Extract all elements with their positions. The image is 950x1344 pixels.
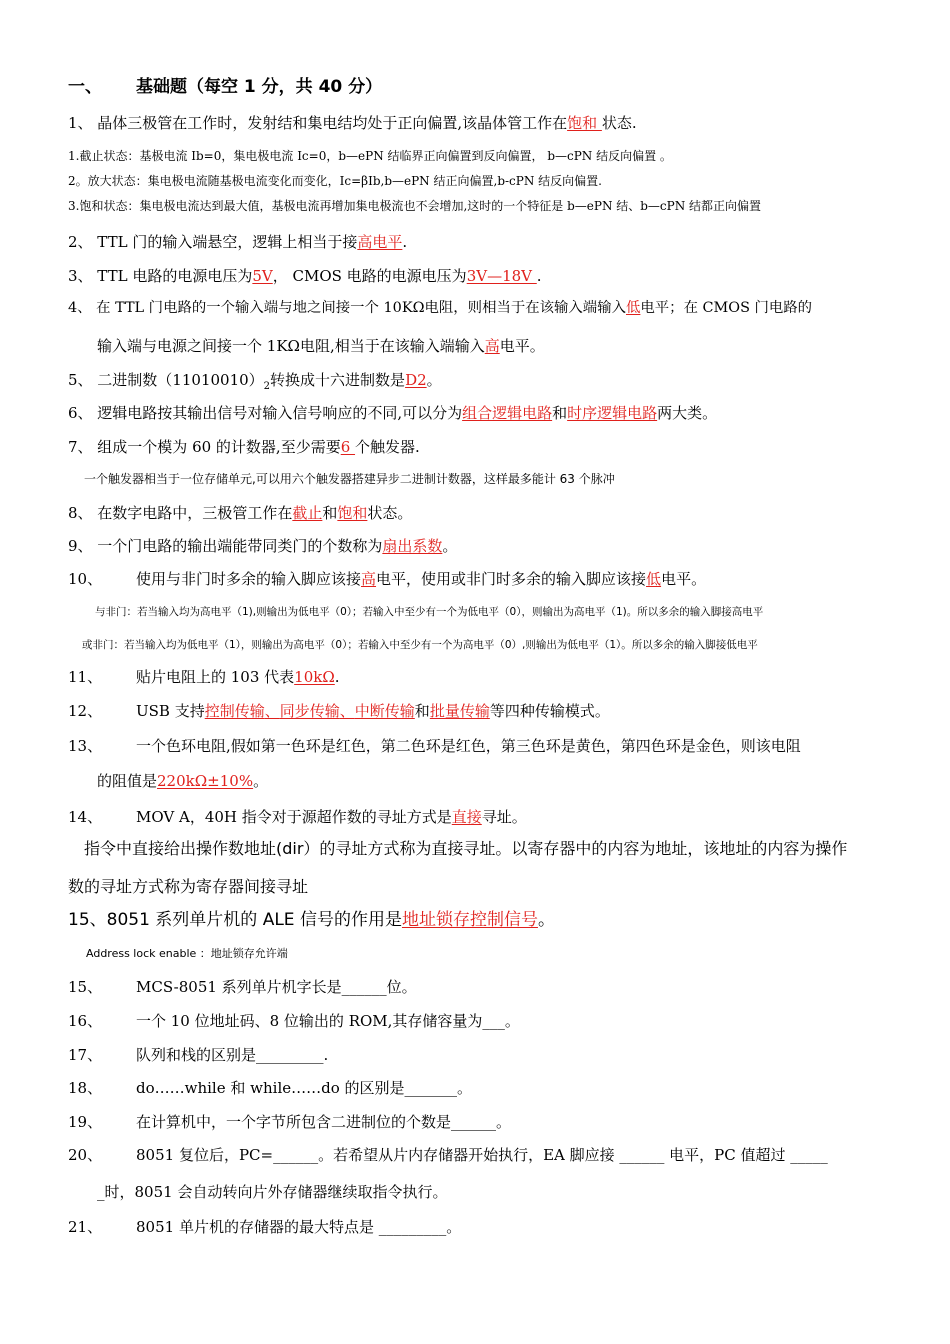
question-5: 5、 二进制数$(11010010)_2$转换成十六进制数是D2。 [68,371,442,392]
answer: 饱和 [567,114,602,132]
answer: 扇出系数 [382,537,443,555]
question-13: 13、 一个色环电阻,假如第一色环是红色，第二色环是红色，第三色环是黄色，第四色环是金色，则该电阻 [68,737,801,755]
question-20: 20、 8051 复位后，PC=______。若希望从片内存储器开始执行，EA 脚应接 ______ 电平，PC 值超过 _____ [68,1146,828,1164]
answer: 时序逻辑电路 [567,404,658,422]
note-line: 3.饱和状态：集电极电流达到最大值，基极电流再增加集电极流也不会增加,这时的一个特征是 b—ePN 结、b—cPN 结都正向偏置 [68,199,762,213]
section-title: 一、 基础题（每空 1 分，共 40 分） [68,77,383,97]
answer: 组合逻辑电路 [462,404,553,422]
answer: D2 [405,371,427,389]
question-11: 11、 贴片电阻上的 103 代表10kΩ. [68,668,340,686]
question-16: 16、 一个 10 位地址码、8 位输出的 ROM,其存储容量为___。 [68,1012,520,1030]
question-17: 17、 队列和栈的区别是_________. [68,1046,329,1064]
question-2: 2、 TTL 门的输入端悬空，逻辑上相当于接高电平. [68,233,408,251]
question-10: 10、 使用与非门时多余的输入脚应该接高电平，使用或非门时多余的输入脚应该接低电平。 [68,570,707,588]
answer: 220kΩ±10% [157,772,254,790]
answer: 截止 [292,504,323,522]
question-9: 9、 一个门电路的输出端能带同类门的个数称为扇出系数。 [68,537,458,555]
question-3: 3、 TTL 电路的电源电压为5V， CMOS 电路的电源电压为3V—18V . [68,267,542,285]
answer: 6 [340,438,356,456]
question-4: 4、 在 TTL 门电路的一个输入端与地之间接一个 10KΩ电阻，则相当于在该输入端输入低电平；在 CMOS 门电路的 [68,300,813,316]
question-15a: 15、8051 系列单片机的 ALE 信号的作用是地址锁存控制信号。 [68,910,555,930]
note-line: 1.截止状态：基极电流 Ib=0，集电极电流 Ic=0，b—ePN 结临界正向偏置到反向偏置， b—cPN 结反向偏置 。 [68,149,672,163]
question-6: 6、 逻辑电路按其输出信号对输入信号响应的不同,可以分为组合逻辑电路和时序逻辑电路两大类。 [68,404,718,422]
question-15b: 15、 MCS-8051 系列单片机字长是______位。 [68,978,417,996]
answer: 低 [625,300,641,316]
question-21: 21、 8051 单片机的存储器的最大特点是 _________。 [68,1218,462,1236]
question-12: 12、 USB 支持控制传输、同步传输、中断传输和批量传输等四种传输模式。 [68,702,610,720]
answer: 饱和 [337,504,368,522]
question-4-cont: 输入端与电源之间接一个 1KΩ电阻,相当于在该输入端输入高电平。 [97,337,545,355]
note-line: Address lock enable ：地址锁存允许端 [86,947,288,960]
answer: 高 [361,570,377,588]
note-line: 与非门：若当输入均为高电平（1),则输出为低电平（0）；若输入中至少有一个为低电平（0），则输出为高电平（1)。所以多余的输入脚接高电平 [95,606,764,618]
answer: 直接 [451,808,482,826]
answer: 控制传输 [204,702,265,720]
answer: 低 [646,570,662,588]
question-19: 19、 在计算机中，一个字节所包含二进制位的个数是______。 [68,1113,512,1131]
note-line: 指令中直接给出操作数地址(dir）的寻址方式称为直接寻址。以寄存器中的内容为地址，该地址的内容为操作 [84,839,848,858]
note-line: 2。放大状态：集电极电流随基极电流变化而变化，Ic=βIb,b—ePN 结正向偏置,b-cPN 结反向偏置. [68,174,602,188]
answer: 5V [252,267,273,285]
answer: 3V—18V [466,267,537,285]
question-8: 8、 在数字电路中，三极管工作在截止和饱和状态。 [68,504,413,522]
question-7: 7、 组成一个模为 60 的计数器,至少需要6 个触发器. [68,438,420,456]
answer: 10kΩ [294,668,335,686]
question-14: 14、 MOV A，40H 指令对于源超作数的寻址方式是直接寻址。 [68,808,527,826]
answer: 批量传输 [429,702,490,720]
question-13-cont: 的阻值是220kΩ±10%。 [97,772,269,790]
question-18: 18、 do……while 和 while……do 的区别是_______。 [68,1079,473,1097]
question-20-cont: _时，8051 会自动转向片外存储器继续取指令执行。 [97,1183,448,1201]
note-line: 或非门：若当输入均为低电平（1），则输出为高电平（0）；若输入中至少有一个为高电平（0）,则输出为低电平（1）。所以多余的输入脚接低电平 [82,639,758,651]
answer: 地址锁存控制信号 [401,910,538,930]
answer: 中断传输 [354,702,415,720]
question-1: 1、 晶体三极管在工作时，发射结和集电结均处于正向偏置,该晶体管工作在饱和 状态. [68,114,637,132]
answer: 高电平 [357,233,403,251]
note-line: 一个触发器相当于一位存储单元,可以用六个触发器搭建异步二进制计数器，这样最多能计 63 个脉冲 [84,472,615,486]
note-line: 数的寻址方式称为寄存器间接寻址 [68,877,309,896]
answer: 同步传输 [279,702,340,720]
answer: 高 [484,337,500,355]
